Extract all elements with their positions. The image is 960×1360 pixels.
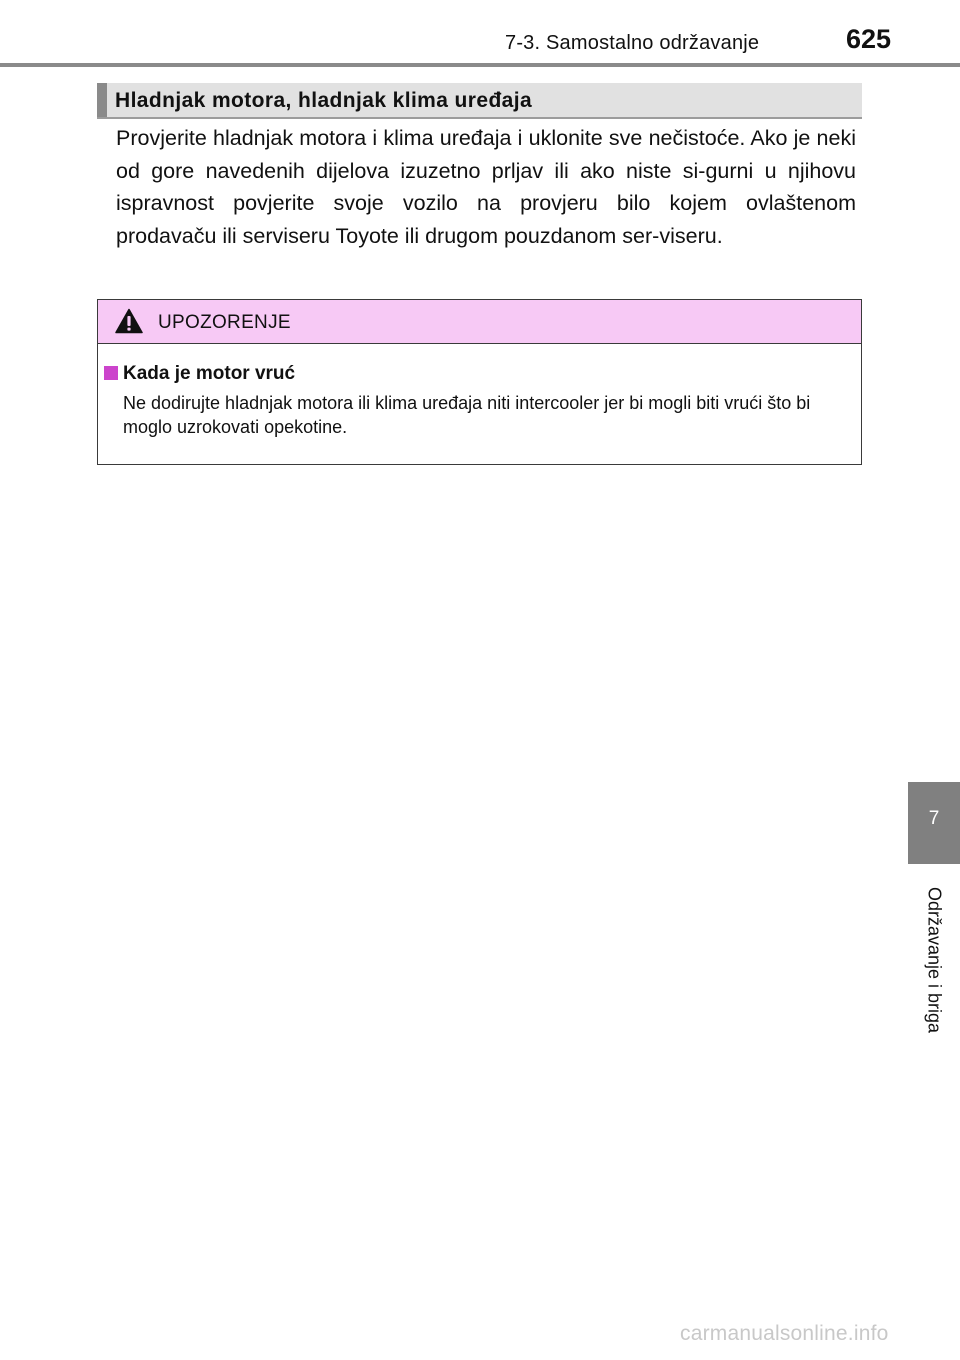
section-heading-bar <box>97 83 107 117</box>
chapter-tab <box>908 782 960 864</box>
bullet-square-icon <box>104 366 118 380</box>
warning-triangle-icon <box>115 308 143 334</box>
page-number: 625 <box>846 24 892 54</box>
watermark: carmanualsonline.info <box>680 1322 889 1345</box>
section-heading <box>97 83 862 119</box>
header-rule <box>0 63 960 67</box>
warning-label: UPOZORENJE <box>158 312 291 333</box>
chapter-side-label-text: Održavanje i briga <box>924 886 945 1034</box>
chapter-number: 7 <box>928 808 940 829</box>
header-section-title: 7-3. Samostalno održavanje <box>505 32 760 54</box>
page-header <box>0 0 960 70</box>
section-heading-text: Hladnjak motora, hladnjak klima uređaja <box>115 89 533 112</box>
warning-header <box>98 300 861 344</box>
warning-box <box>97 299 862 465</box>
warning-subheading-text: Kada je motor vruć <box>123 363 296 384</box>
section-paragraph: Provjerite hladnjak motora i klima uređaja i uklonite sve nečistoće. Ako je neki od gore navedenih dijelova izuzetno prljav ili ako niste si-gurni u njihovu ispravnost povjerite svoje vozilo na provjeru bilo kojem ovlaštenom prodavaču ili serviseru Toyote ili drugom pouzdanom ser-viseru. <box>116 126 856 248</box>
warning-body-text: Ne dodirujte hladnjak motora ili klima uređaja niti intercooler jer bi mogli biti vrući što bi moglo uzrokovati opekotine. <box>123 393 811 437</box>
